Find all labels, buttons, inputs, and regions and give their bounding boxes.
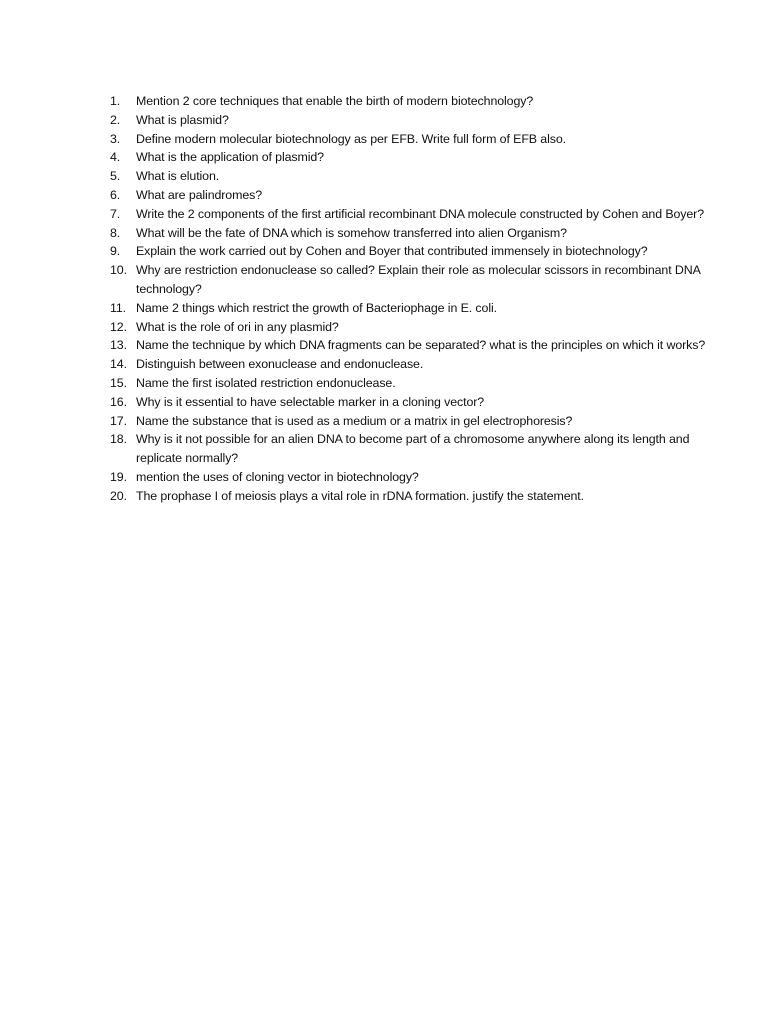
question-text: What is the application of plasmid?	[136, 150, 324, 165]
question-text: What will be the fate of DNA which is somehow transferred into alien Organism?	[136, 225, 567, 240]
question-text: The prophase I of meiosis plays a vital role in rDNA formation. justify the statement.	[136, 488, 584, 503]
question-text: Why is it not possible for an alien DNA to become part of a chromosome anywhere along its length and replicate normally?	[136, 432, 690, 466]
question-text: What is the role of ori in any plasmid?	[136, 319, 339, 334]
question-item	[110, 487, 710, 506]
question-number: 1.	[110, 94, 121, 108]
question-item	[110, 430, 710, 468]
question-number: 8.	[110, 225, 121, 240]
question-number: 20.	[110, 488, 127, 503]
question-item	[110, 92, 710, 111]
question-number: 2.	[110, 112, 121, 127]
question-number: 13.	[110, 338, 127, 353]
question-number: 19.	[110, 469, 127, 484]
question-number: 9.	[110, 244, 121, 259]
question-item	[110, 374, 710, 393]
question-list	[110, 92, 710, 506]
question-item	[110, 318, 710, 337]
question-number: 7.	[110, 206, 121, 221]
question-item	[110, 336, 710, 355]
question-item	[110, 242, 710, 261]
question-text: Explain the work carried out by Cohen and Boyer that contributed immensely in biotechnology?	[136, 244, 648, 259]
question-number: 12.	[110, 319, 127, 334]
question-number: 18.	[110, 432, 127, 447]
question-text: What is plasmid?	[136, 112, 229, 127]
question-text: Why is it essential to have selectable marker in a cloning vector?	[136, 394, 485, 409]
question-text: Name the first isolated restriction endonuclease.	[136, 375, 396, 390]
question-item	[110, 393, 710, 412]
question-text: Write the 2 components of the first artificial recombinant DNA molecule constructed by Cohen and Boyer?	[136, 206, 704, 221]
question-text: What is elution.	[136, 169, 220, 184]
question-text: What are palindromes?	[136, 187, 262, 202]
question-text: Why are restriction endonuclease so called? Explain their role as molecular scissors in recombinant DNA technology?	[136, 263, 701, 296]
question-text: Distinguish between exonuclease and endonuclease.	[136, 357, 424, 372]
question-item	[110, 299, 710, 318]
question-number: 6.	[110, 187, 121, 202]
question-text: Name the substance that is used as a medium or a matrix in gel electrophoresis?	[136, 413, 573, 428]
question-item	[110, 167, 710, 186]
question-number: 14.	[110, 357, 127, 372]
question-text: Name the technique by which DNA fragments can be separated? what is the principles on which it works?	[136, 338, 706, 353]
question-item	[110, 205, 710, 224]
question-number: 11.	[110, 300, 127, 315]
question-number: 10.	[110, 263, 127, 278]
question-item	[110, 355, 710, 374]
question-item	[110, 186, 710, 205]
question-number: 16.	[110, 394, 127, 409]
question-text: Mention 2 core techniques that enable the birth of modern biotechnology?	[136, 94, 534, 108]
question-item	[110, 261, 710, 299]
question-text: mention the uses of cloning vector in biotechnology?	[136, 469, 419, 484]
question-number: 17.	[110, 413, 127, 428]
question-number: 15.	[110, 375, 127, 390]
question-text: Define modern molecular biotechnology as per EFB. Write full form of EFB also.	[136, 131, 566, 146]
question-number: 4.	[110, 150, 121, 165]
question-number: 3.	[110, 131, 121, 146]
question-item	[110, 111, 710, 130]
question-text: Name 2 things which restrict the growth of Bacteriophage in E. coli.	[136, 300, 497, 315]
question-item	[110, 468, 710, 487]
question-number: 5.	[110, 169, 121, 184]
question-item	[110, 224, 710, 243]
question-item	[110, 412, 710, 431]
question-item	[110, 130, 710, 149]
question-item	[110, 148, 710, 167]
